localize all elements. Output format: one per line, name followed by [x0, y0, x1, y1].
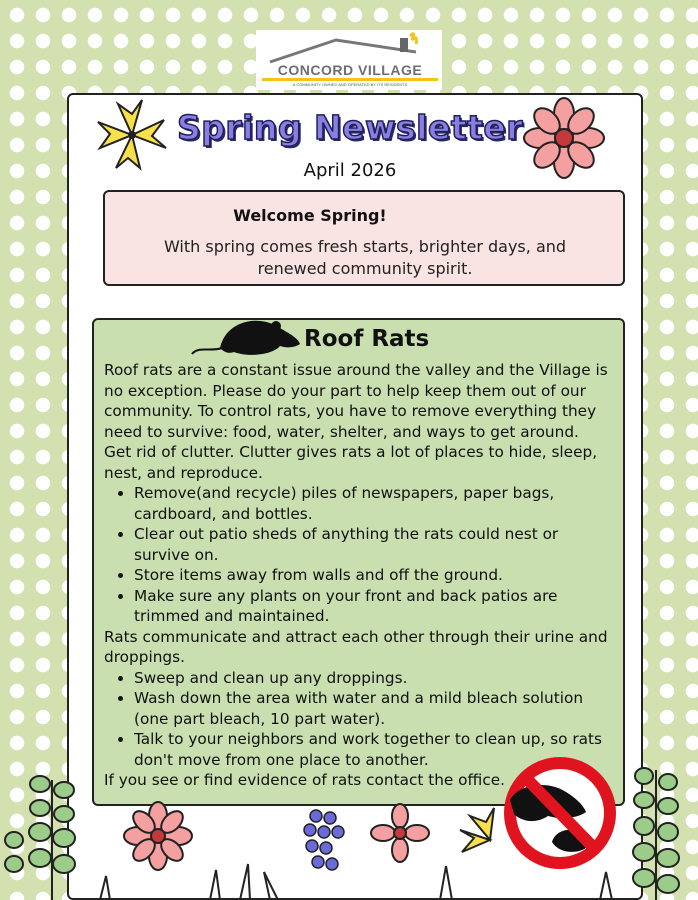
- welcome-text: With spring comes fresh starts, brighter days, and renewed community spirit.: [163, 237, 567, 278]
- rats-closing: If you see or find evidence of rats contact the office.: [104, 771, 506, 789]
- list-item: • Clear out patio sheds of anything the rats could nest or survive on.: [134, 524, 614, 565]
- logo-name: CONCORD VILLAGE: [262, 63, 438, 81]
- welcome-box: [103, 190, 625, 286]
- newsletter-date: April 2026: [303, 160, 397, 181]
- list-item: • Sweep and clean up any droppings.: [134, 668, 614, 689]
- clutter-list: [104, 483, 614, 627]
- droppings-list: [104, 668, 614, 771]
- newsletter-title: Spring Newsletter: [176, 108, 524, 147]
- rats-clutter: Get rid of clutter. Clutter gives rats a lot of places to hide, sleep, nest, and reproduce.: [104, 443, 598, 482]
- list-item: • Make sure any plants on your front and back patios are trimmed and maintained.: [134, 586, 614, 627]
- logo-tagline: A COMMUNITY OWNED AND OPERATED BY ITS RESIDENTS: [292, 82, 408, 87]
- roof-rats-section: [92, 318, 625, 806]
- list-item: • Store items away from walls and off the ground.: [134, 565, 614, 586]
- roof-rats-heading: Roof Rats: [304, 326, 430, 352]
- list-item: • Remove(and recycle) piles of newspapers, paper bags, cardboard, and bottles.: [134, 483, 614, 524]
- list-item: • Talk to your neighbors and work together to clean up, so rats don't move from one place to another.: [134, 729, 614, 770]
- roof-logo-icon: [266, 32, 432, 66]
- roof-rats-body: [104, 360, 614, 791]
- rats-intro: Roof rats are a constant issue around the valley and the Village is no exception. Please do your part to help keep them out of our community. To control rats, you have to remove everything they need to survive: food, water, shelter, and ways to get around.: [104, 361, 608, 441]
- rat-icon: [190, 306, 302, 362]
- no-rats-sign-icon: [492, 756, 628, 870]
- rats-communicate: Rats communicate and attract each other through their urine and droppings.: [104, 627, 608, 666]
- list-item: • Wash down the area with water and a mild bleach solution (one part bleach, 10 part water).: [134, 688, 614, 729]
- concord-village-logo: [256, 30, 442, 90]
- welcome-heading: Welcome Spring!: [233, 206, 387, 225]
